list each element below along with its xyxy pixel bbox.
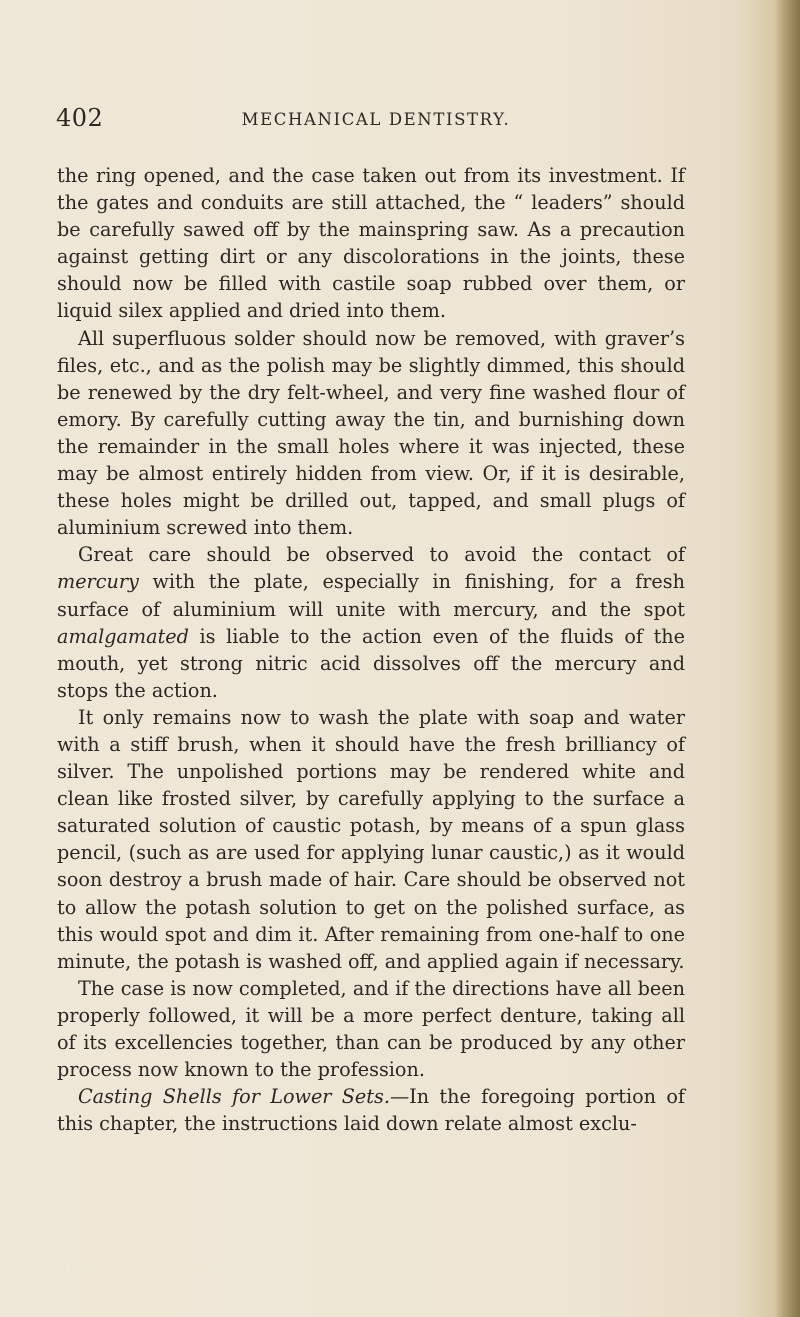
paragraph-5: The case is now completed, and if the directions have all been properly followed, it will be a more perfect denture, taking all of its excellencies together, than can be produced by any other process now known to the profession. xyxy=(57,976,685,1082)
term-mercury: mercury xyxy=(57,570,139,594)
section-heading: Casting Shells for Lower Sets. xyxy=(78,1085,390,1109)
binding-edge-shadow xyxy=(774,0,800,1317)
paragraph-6 xyxy=(57,1083,685,1137)
paragraph-4: It only remains now to wash the plate with soap and water with a stiff brush, when it should have the fresh brilliancy of silver. The unpolished portions may be rendered white and clean like frosted silver, by carefully applying to the surface a saturated solution of caustic potash, by means of a spun glass pencil, (such as are used for applying lunar caustic,) as it would soon destroy a brush made of hair. Care should be observed not to allow the potash solution to get on the polished surface, as this would spot and dim it. After remaining from one-half to one minute, the potash is washed off, and applied again if necessary. xyxy=(57,705,685,973)
paragraph-2: All superfluous solder should now be removed, with graver’s files, etc., and as the polish may be slightly dimmed, this should be renewed by the dry felt-wheel, and very fine washed flour of emory. By carefully cutting away the tin, and burnishing down the remainder in the small holes where it was injected, these may be almost entirely hidden from view. Or, if it is desirable, these holes might be drilled out, tapped, and small plugs of aluminium screwed into them. xyxy=(57,326,685,540)
paragraph-3 xyxy=(57,541,685,704)
body-text xyxy=(57,162,685,1137)
paragraph-3-part-2: with the plate, especially in finishing, for a fresh surface of aluminium will unite with mercury, and the spot xyxy=(57,570,685,621)
term-amalgamated: amalgamated xyxy=(57,624,189,648)
paragraph-1: the ring opened, and the case taken out from its investment. If the gates and conduits are still attached, the “ leaders” should be carefully sawed off by the mainspring saw. As a precaution against getting dirt or any discolorations in the joints, these should now be filled with castile soap rubbed over them, or liquid silex applied and dried into them. xyxy=(57,164,685,323)
paragraph-3-part-1: Great care should be observed to avoid the contact of xyxy=(78,543,685,567)
running-head: MECHANICAL DENTISTRY. xyxy=(241,110,511,129)
paragraph-6-text: —In the foregoing portion of this chapter, the instructions laid down relate almost exclu- xyxy=(57,1085,685,1136)
paragraph-3-part-3: is liable to the action even of the fluids of the mouth, yet strong nitric acid dissolves off the mercury and stops the action. xyxy=(57,624,685,702)
page-header xyxy=(56,104,696,140)
page-number: 402 xyxy=(56,104,104,132)
